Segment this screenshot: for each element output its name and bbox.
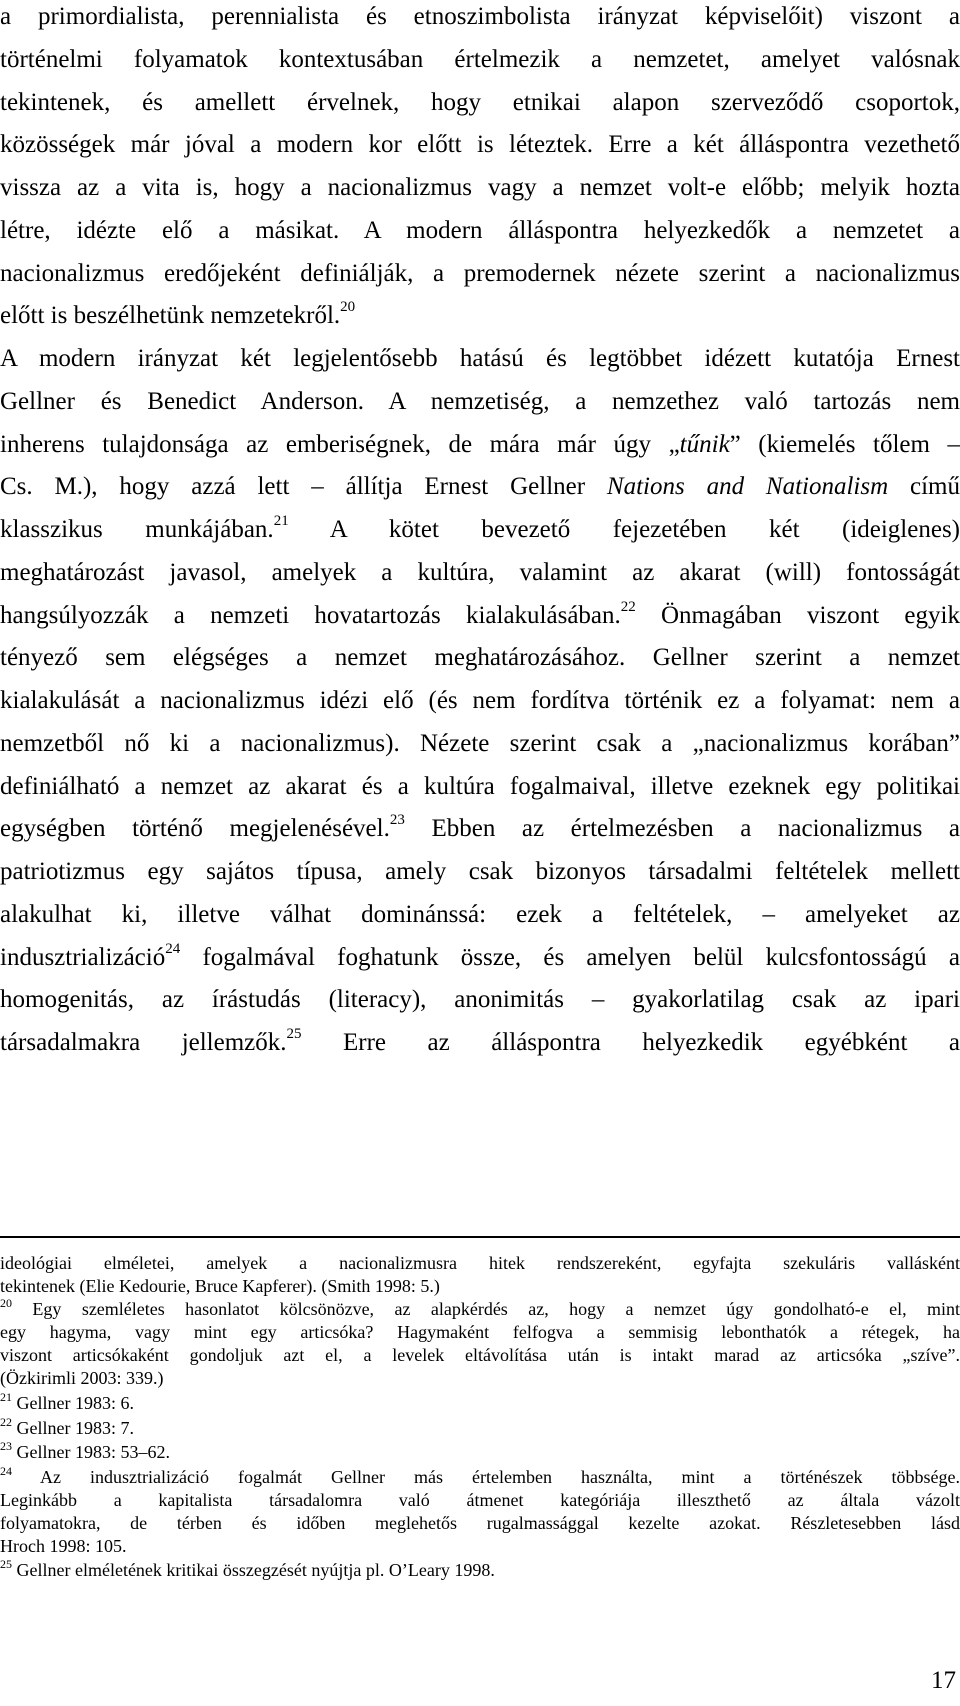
footnote-line: (Özkirimli 2003: 339.) xyxy=(0,1368,164,1388)
book-title: Nations and Nationalism xyxy=(606,473,889,500)
footnote-ref: 24 xyxy=(165,941,181,957)
footnote-22 xyxy=(0,1417,960,1441)
footnote-line: Leginkább a kapitalista társadalomra való átmenet kategóriája illeszthető az általa vázolt xyxy=(0,1490,960,1510)
text-span: hangsúlyozzák a nemzeti hovatartozás kialakulásában. xyxy=(0,602,621,629)
text-line: vissza az a vita is, hogy a nacionalizmus vagy a nemzet volt-e előbb; melyik hozta xyxy=(0,174,960,201)
footnote-text: Gellner elméletének kritikai összegzését nyújtja pl. O’Leary 1998. xyxy=(12,1560,495,1580)
text-span: inherens tulajdonsága az emberiségnek, de mára már úgy „ xyxy=(0,431,680,458)
footnote-separator xyxy=(0,1236,960,1238)
text-line: A modern irányzat két legjelentősebb hatású és legtöbbet idézett kutatója Ernest xyxy=(0,345,960,372)
text-line xyxy=(0,943,960,976)
text-span: Önmagában viszont egyik xyxy=(635,602,960,629)
footnote-24 xyxy=(0,1466,960,1490)
text-line xyxy=(0,814,960,847)
text-line xyxy=(0,1028,960,1061)
text-span: A kötet bevezető fejezetében két (ideiglenes) xyxy=(288,516,960,543)
text-span: ” (kiemelés tőlem – xyxy=(729,431,960,458)
footnote-text: Gellner 1983: 7. xyxy=(12,1418,134,1438)
text-line: a primordialista, perennialista és etnoszimbolista irányzat képviselőit) viszont a xyxy=(0,3,960,30)
footnote-text: Gellner 1983: 53–62. xyxy=(12,1442,170,1462)
text-span: Cs. M.), hogy azzá lett – állítja Ernest Gellner xyxy=(0,473,607,500)
text-span: klasszikus munkájában. xyxy=(0,516,274,543)
footnote-ref: 22 xyxy=(620,599,636,615)
text-line: patriotizmus egy sajátos típusa, amely csak bizonyos társadalmi feltételek mellett xyxy=(0,858,960,885)
footnote-line: folyamatokra, de térben és időben meglehetős rugalmassággal kezelte azokat. Részletesebben lásd xyxy=(0,1513,960,1533)
text-line: homogenitás, az írástudás (literacy), anonimitás – gyakorlatilag csak az ipari xyxy=(0,986,960,1013)
text-line xyxy=(0,301,960,334)
footnote-number: 23 xyxy=(0,1439,12,1453)
page-number: 17 xyxy=(931,1667,956,1694)
text-line xyxy=(0,601,960,634)
footnote-21 xyxy=(0,1392,960,1416)
text-line: meghatározást javasol, amelyek a kultúra, valamint az akarat (will) fontosságát xyxy=(0,559,960,586)
text-span: előtt is beszélhetünk nemzetekről. xyxy=(0,302,341,329)
text-line: létre, idézte elő a másikat. A modern álláspontra helyezkedők a nemzetet a xyxy=(0,217,960,244)
footnote-number: 25 xyxy=(0,1557,12,1571)
text-span: fogalmával foghatunk össze, és amelyen belül kulcsfontosságú a xyxy=(180,944,960,971)
italic-text: tűnik xyxy=(679,431,730,458)
footnote-line: Hroch 1998: 105. xyxy=(0,1536,127,1556)
footnote-line: egy hagyma, vagy mint egy articsóka? Hagymaként felfogva a semmisig lebonthatók a rétegek, ha xyxy=(0,1322,960,1342)
text-line xyxy=(0,515,960,548)
footnote-20 xyxy=(0,1298,960,1322)
footnote-text: Egy szemléletes hasonlatot kölcsönözve, az alapkérdés az, hogy a nemzet úgy gondolható-e el, mint xyxy=(12,1299,960,1319)
footnote-text: Gellner 1983: 6. xyxy=(12,1393,134,1413)
text-span: Erre az álláspontra helyezkedik egyébként a xyxy=(301,1029,960,1056)
footnote-number: 21 xyxy=(0,1390,12,1404)
text-line: kialakulását a nacionalizmus idézi elő (és nem fordítva történik ez a folyamat: nem a xyxy=(0,687,960,714)
text-line xyxy=(0,430,960,460)
footnote-ref: 21 xyxy=(273,513,289,529)
footnote-number: 20 xyxy=(0,1296,12,1310)
footnote-number: 22 xyxy=(0,1415,12,1429)
text-line: definiálható a nemzet az akarat és a kultúra fogalmaival, illetve ezeknek egy politikai xyxy=(0,773,960,800)
text-span: című xyxy=(888,473,960,500)
text-line: alakulhat ki, illetve válhat dominánssá: ezek a feltételek, – amelyeket az xyxy=(0,901,960,928)
footnote-ref: 23 xyxy=(389,812,405,828)
footnote-text: Az indusztrializáció fogalmát Gellner más értelemben használta, mint a történészek többsége. xyxy=(12,1467,960,1487)
text-line: nemzetből nő ki a nacionalizmus). Nézete szerint csak a „nacionalizmus korában” xyxy=(0,730,960,757)
text-span: egységben történő megjelenésével. xyxy=(0,815,390,842)
text-line: nacionalizmus eredőjeként definiálják, a premodernek nézete szerint a nacionalizmus xyxy=(0,260,960,287)
text-span: Ebben az értelmezésben a nacionalizmus a xyxy=(404,815,960,842)
text-span: indusztrializáció xyxy=(0,944,166,971)
text-line: Gellner és Benedict Anderson. A nemzetiség, a nemzethez való tartozás nem xyxy=(0,388,960,415)
text-line: történelmi folyamatok kontextusában értelmezik a nemzetet, amelyet valósnak xyxy=(0,46,960,73)
text-line: tényező sem elégséges a nemzet meghatározásához. Gellner szerint a nemzet xyxy=(0,644,960,671)
text-line xyxy=(0,472,960,502)
footnote-line: viszont articsókaként gondoljuk azt el, a levelek eltávolítása után is intakt marad az articsóka „szíve”. xyxy=(0,1345,960,1365)
footnote-ref: 20 xyxy=(340,299,356,315)
text-span: társadalmakra jellemzők. xyxy=(0,1029,287,1056)
footnote-ref: 25 xyxy=(286,1026,302,1042)
text-line: tekintenek, és amellett érvelnek, hogy etnikai alapon szerveződő csoportok, xyxy=(0,89,960,116)
footnote-line: tekintenek (Elie Kedourie, Bruce Kapferer). (Smith 1998: 5.) xyxy=(0,1276,440,1296)
footnote-line: ideológiai elméletei, amelyek a nacionalizmusra hitek rendszereként, egyfajta szekuláris vallásként xyxy=(0,1253,960,1273)
footnote-25 xyxy=(0,1559,960,1583)
footnote-23 xyxy=(0,1441,960,1465)
text-line: közösségek már jóval a modern kor előtt is léteztek. Erre a két álláspontra vezethető xyxy=(0,131,960,158)
footnote-number: 24 xyxy=(0,1464,12,1478)
